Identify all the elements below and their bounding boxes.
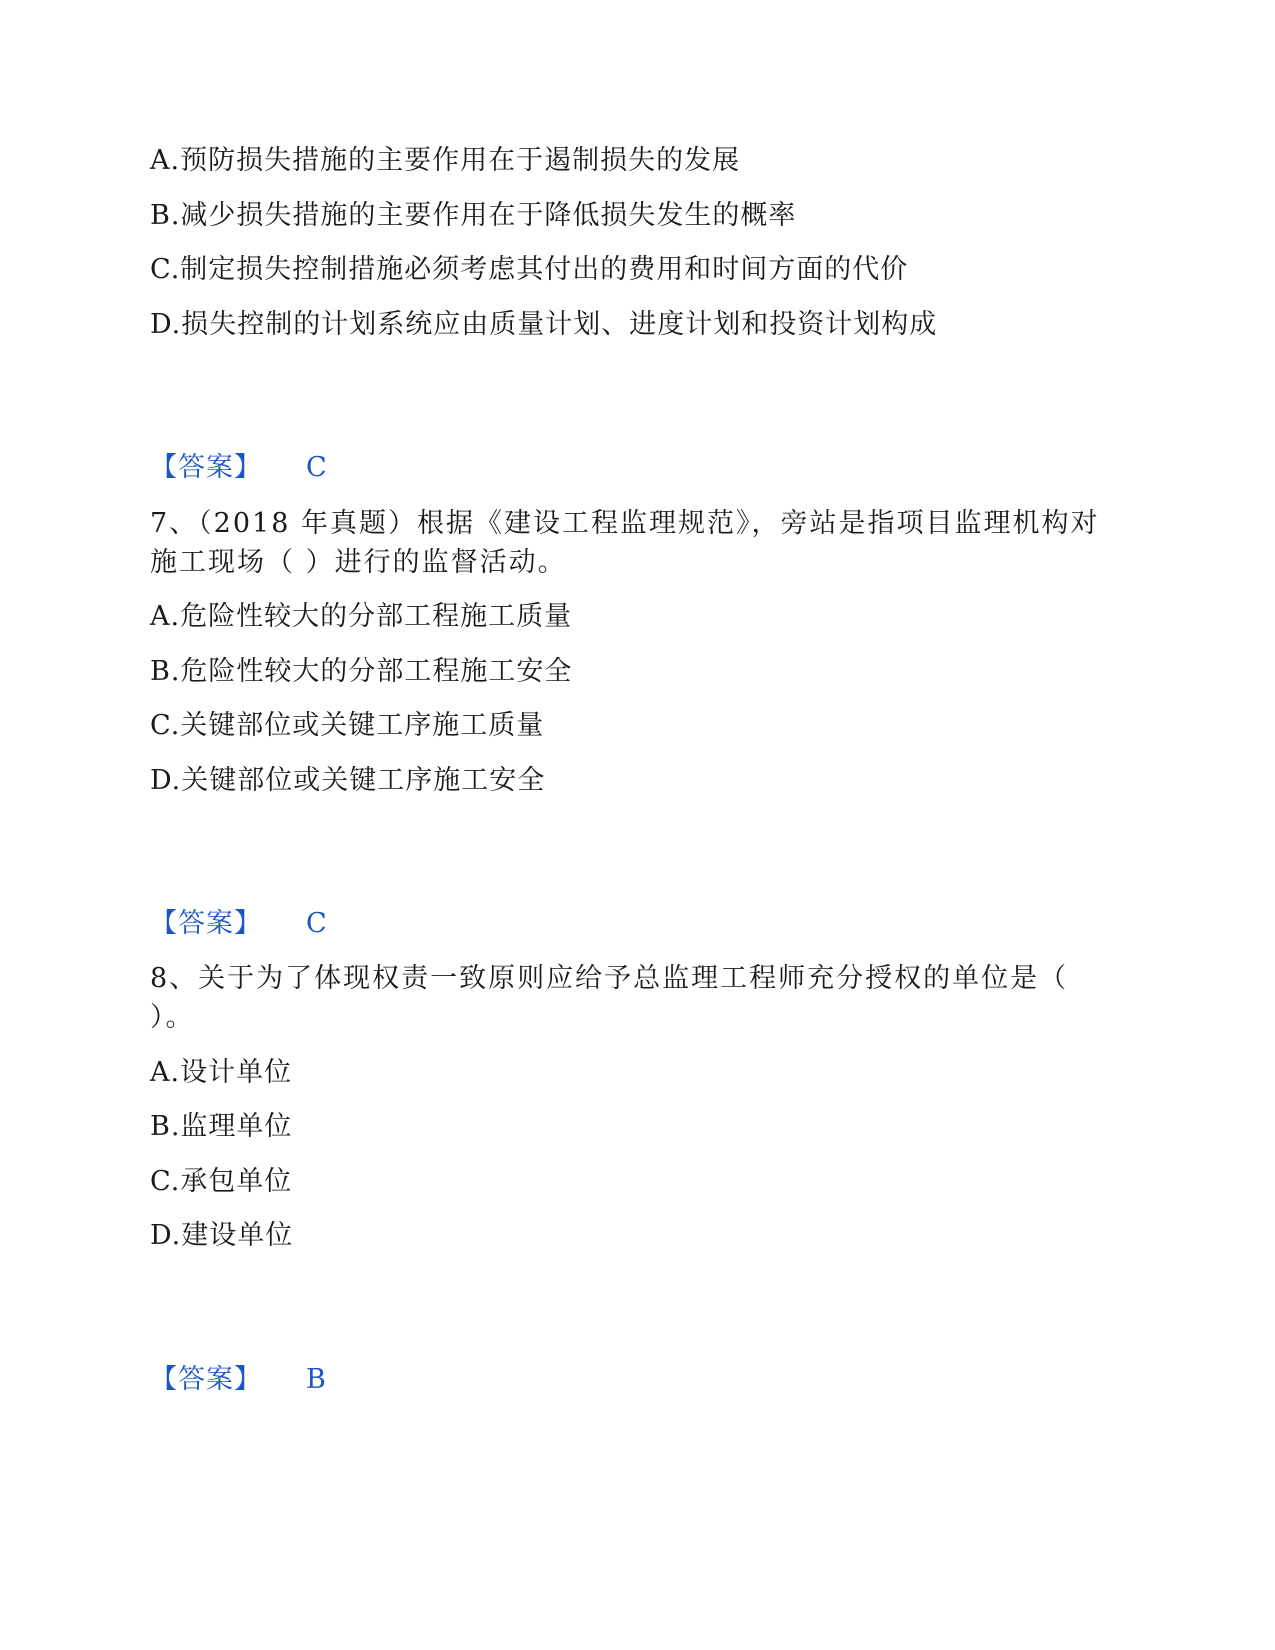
answer-label: 【答案】 — [150, 452, 262, 483]
answer-value: C — [306, 452, 327, 483]
answer-label: 【答案】 — [150, 1364, 262, 1395]
q7-question-line2: 施工现场（ ）进行的监督活动。 — [150, 547, 567, 578]
q7-option-c: C.关键部位或关键工序施工质量 — [150, 710, 545, 741]
q8-option-c: C.承包单位 — [150, 1166, 293, 1197]
q6-option-a: A.预防损失措施的主要作用在于遏制损失的发展 — [150, 145, 741, 176]
q7-option-b: B.危险性较大的分部工程施工安全 — [150, 656, 573, 687]
answer-value: B — [306, 1364, 326, 1395]
answer-label: 【答案】 — [150, 908, 262, 939]
q7-question-line1: 7、（2018 年真题）根据《建设工程监理规范》，旁站是指项目监理机构对 — [150, 508, 1100, 539]
q8-option-a: A.设计单位 — [150, 1057, 293, 1088]
q8-question-line2: ）。 — [150, 1002, 195, 1033]
answer-value: C — [306, 908, 327, 939]
q7-answer — [150, 908, 327, 940]
q6-option-c: C.制定损失控制措施必须考虑其付出的费用和时间方面的代价 — [150, 254, 909, 285]
q6-option-d: D.损失控制的计划系统应由质量计划、进度计划和投资计划构成 — [150, 309, 938, 340]
q6-option-b: B.减少损失措施的主要作用在于降低损失发生的概率 — [150, 200, 797, 231]
q6-answer — [150, 452, 327, 484]
q8-option-d: D.建设单位 — [150, 1220, 294, 1251]
q7-option-a: A.危险性较大的分部工程施工质量 — [150, 601, 573, 632]
q8-option-b: B.监理单位 — [150, 1111, 293, 1142]
q8-answer — [150, 1364, 326, 1396]
q7-option-d: D.关键部位或关键工序施工安全 — [150, 765, 546, 796]
q8-question-line1: 8、关于为了体现权责一致原则应给予总监理工程师充分授权的单位是（ — [150, 963, 1069, 994]
